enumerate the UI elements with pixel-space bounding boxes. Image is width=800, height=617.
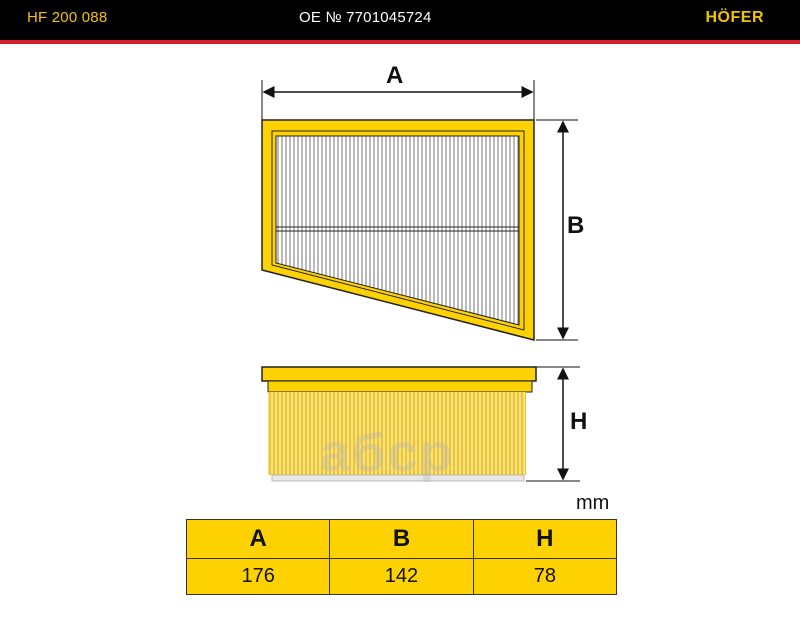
header-cell-a: A: [187, 520, 330, 559]
oe-number: OE № 7701045724: [299, 9, 432, 26]
header-cell-b: B: [330, 520, 473, 559]
units-label: mm: [576, 492, 610, 514]
header-cell-h: H: [473, 520, 616, 559]
dim-label-b: B: [567, 212, 585, 239]
value-cell-a: 176: [187, 559, 330, 595]
header-bar: [0, 0, 800, 40]
brand-logo: HÖFER: [705, 9, 764, 26]
dim-label-a: A: [386, 62, 404, 89]
value-cell-h: 78: [473, 559, 616, 595]
product-code: HF 200 088: [27, 9, 108, 26]
table-value-row: [187, 559, 617, 595]
watermark: aбcp: [320, 423, 455, 483]
filter-top-view: [262, 120, 534, 340]
dim-label-h: H: [570, 408, 588, 435]
value-cell-b: 142: [330, 559, 473, 595]
table-header-row: [187, 520, 617, 559]
dimensions-table: [186, 519, 617, 595]
